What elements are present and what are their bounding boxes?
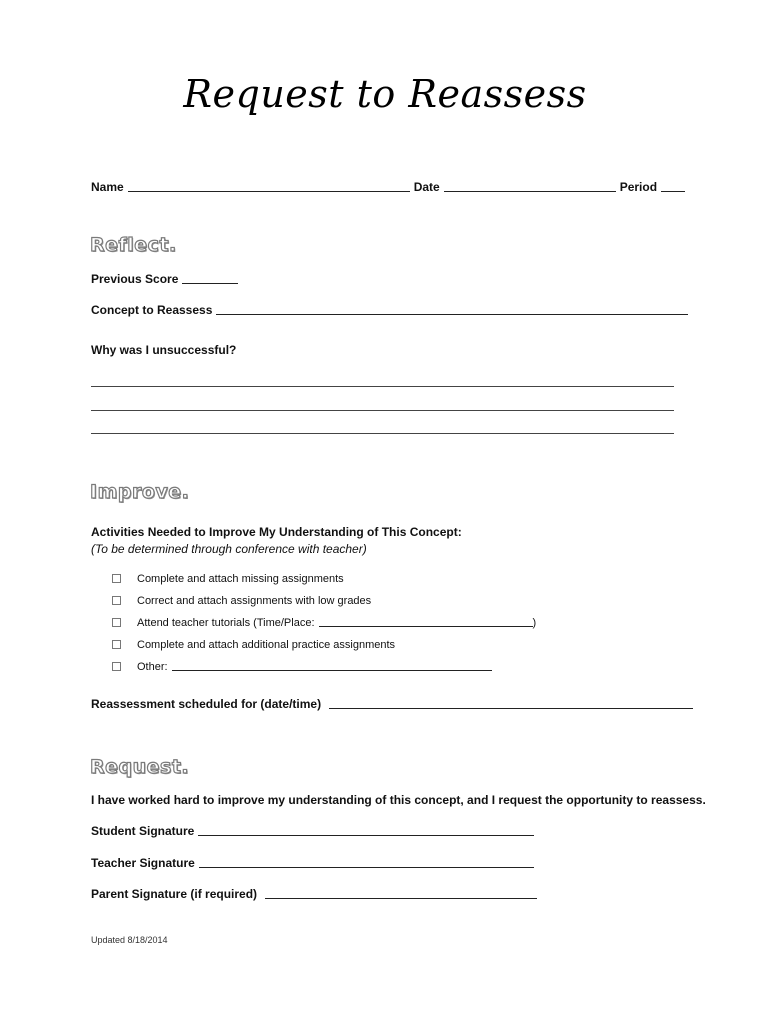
name-label: Name xyxy=(91,180,124,194)
reassessment-row xyxy=(91,697,693,711)
previous-score-row xyxy=(91,272,238,286)
concept-label: Concept to Reassess xyxy=(91,303,213,317)
parent-signature-row xyxy=(91,887,537,901)
improve-heading: Improve. xyxy=(90,481,190,503)
updated-note: Updated 8/18/2014 xyxy=(91,935,168,945)
teacher-signature-row xyxy=(91,856,534,870)
form-title: Request to Reassess xyxy=(183,72,587,116)
reassessment-label: Reassessment scheduled for (date/time) xyxy=(91,697,322,711)
checkbox[interactable] xyxy=(112,618,121,627)
option-label: Complete and attach additional practice assignments xyxy=(137,639,396,651)
request-statement: I have worked hard to improve my understanding of this concept, and I request the opportunity to reassess. xyxy=(91,793,706,807)
student-signature-row xyxy=(91,824,534,838)
tutorials-close: ) xyxy=(532,617,537,629)
other-field[interactable] xyxy=(172,669,492,671)
concept-field[interactable] xyxy=(216,313,688,315)
reassessment-field[interactable] xyxy=(329,707,693,709)
checkbox[interactable] xyxy=(112,640,121,649)
reflect-heading: Reflect. xyxy=(90,234,177,256)
why-label: Why was I unsuccessful? xyxy=(91,343,237,357)
request-heading: Request. xyxy=(90,756,190,778)
header-row xyxy=(91,180,685,194)
date-label: Date xyxy=(413,180,440,194)
teacher-signature-field[interactable] xyxy=(199,866,534,868)
option-label: Other: xyxy=(137,661,168,673)
activities-note: (To be determined through conference with teacher) xyxy=(91,542,367,556)
option-label: Attend teacher tutorials (Time/Place: xyxy=(137,617,315,629)
option-label: Complete and attach missing assignments xyxy=(137,573,344,585)
parent-signature-label: Parent Signature (if required) xyxy=(91,887,258,901)
tutorials-field[interactable] xyxy=(319,625,533,627)
teacher-signature-label: Teacher Signature xyxy=(91,856,195,870)
previous-score-label: Previous Score xyxy=(91,272,179,286)
name-field[interactable] xyxy=(128,190,410,192)
date-field[interactable] xyxy=(444,190,616,192)
student-signature-field[interactable] xyxy=(198,834,534,836)
why-line-2[interactable] xyxy=(91,410,674,411)
period-label: Period xyxy=(619,180,658,194)
checkbox[interactable] xyxy=(112,574,121,583)
option-missing-assignments xyxy=(112,573,344,585)
why-line-3[interactable] xyxy=(91,433,674,434)
period-field[interactable] xyxy=(661,190,685,192)
student-signature-label: Student Signature xyxy=(91,824,195,838)
option-label: Correct and attach assignments with low grades xyxy=(137,595,372,607)
concept-row xyxy=(91,303,688,317)
checkbox[interactable] xyxy=(112,662,121,671)
why-line-1[interactable] xyxy=(91,386,674,387)
option-tutorials xyxy=(112,617,536,629)
checkbox[interactable] xyxy=(112,596,121,605)
activities-label: Activities Needed to Improve My Understanding of This Concept: xyxy=(91,525,462,539)
option-practice xyxy=(112,639,395,651)
option-other xyxy=(112,661,492,673)
parent-signature-field[interactable] xyxy=(265,897,537,899)
option-low-grades xyxy=(112,595,371,607)
previous-score-field[interactable] xyxy=(182,282,238,284)
